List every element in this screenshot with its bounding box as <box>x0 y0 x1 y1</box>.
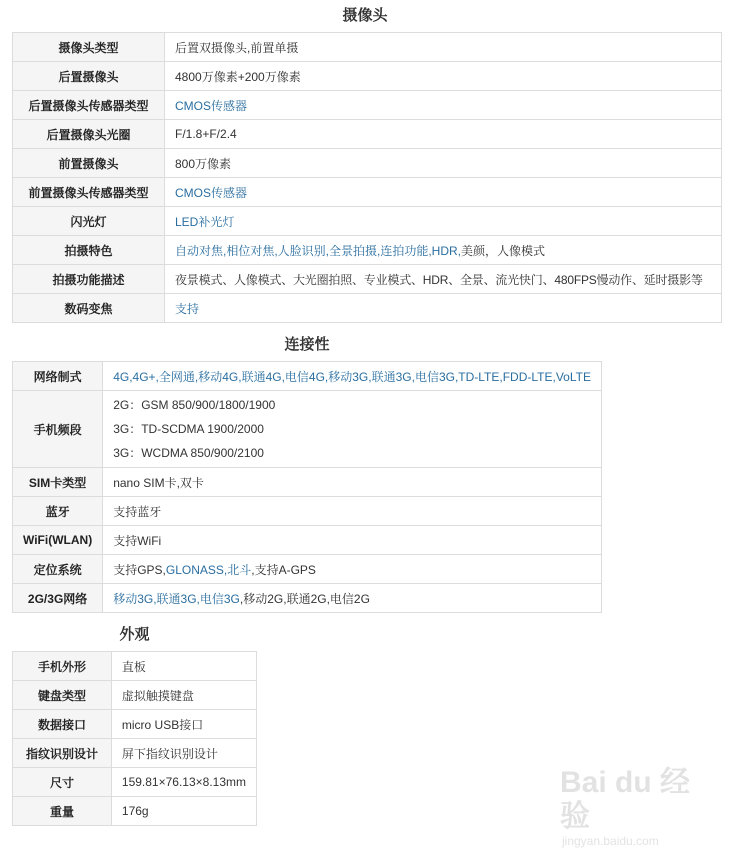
spec-value: 176g <box>111 797 256 826</box>
spec-key: 网络制式 <box>13 362 103 391</box>
table-row <box>13 91 722 120</box>
spec-value: 4800万像素+200万像素 <box>165 62 722 91</box>
band-line: 3G：TD-SCDMA 1900/2000 <box>113 422 264 436</box>
spec-link[interactable]: LED补光灯 <box>175 214 235 229</box>
spec-value: 800万像素 <box>165 149 722 178</box>
spec-link[interactable]: 4G,4G+,全网通,移动4G,联通4G,电信4G,移动3G,联通3G,电信3G,TD-LTE,FDD-LTE,VoLTE <box>113 369 591 384</box>
table-row <box>13 555 602 584</box>
spec-value: 支持WiFi <box>103 526 602 555</box>
band-line: 2G：GSM 850/900/1800/1900 <box>113 398 276 412</box>
spec-value: ,移动2G,联通2G,电信2G <box>239 591 370 606</box>
spec-value: 夜景模式、人像模式、大光圈拍照、专业模式、HDR、全景、流光快门、480FPS慢动作、延时摄影等 <box>165 265 722 294</box>
spec-key: WiFi(WLAN) <box>13 526 103 555</box>
table-row <box>13 362 602 391</box>
table-row <box>13 62 722 91</box>
table-row <box>13 33 722 62</box>
spec-value: 159.81×76.13×8.13mm <box>111 768 256 797</box>
spec-key: 闪光灯 <box>13 207 165 236</box>
spec-link[interactable]: GLONASS,北斗 <box>165 562 252 577</box>
spec-key: 2G/3G网络 <box>13 584 103 613</box>
spec-value: F/1.8+F/2.4 <box>165 120 722 149</box>
baidu-jingyan-watermark <box>560 766 710 848</box>
watermark-brand: Bai du 经验 <box>560 766 691 833</box>
camera-spec-table <box>12 32 722 323</box>
table-row <box>13 652 257 681</box>
table-row <box>13 236 722 265</box>
spec-value: 直板 <box>111 652 256 681</box>
spec-key: 手机频段 <box>13 391 103 468</box>
spec-key: 蓝牙 <box>13 497 103 526</box>
appearance-section-title: 外观 <box>119 626 150 643</box>
spec-value: nano SIM卡,双卡 <box>103 468 602 497</box>
band-line: 3G：WCDMA 850/900/2100 <box>113 446 264 460</box>
appearance-spec-table <box>12 651 257 826</box>
camera-section-title: 摄像头 <box>342 7 388 24</box>
spec-value: 支持蓝牙 <box>103 497 602 526</box>
table-row <box>13 120 722 149</box>
table-row <box>13 265 722 294</box>
table-row <box>13 207 722 236</box>
spec-key: 指纹识别设计 <box>13 739 112 768</box>
spec-key: 拍摄功能描述 <box>13 265 165 294</box>
spec-value: 屏下指纹识别设计 <box>111 739 256 768</box>
spec-key: 键盘类型 <box>13 681 112 710</box>
table-row <box>13 149 722 178</box>
spec-key: 前置摄像头传感器类型 <box>13 178 165 207</box>
spec-key: 手机外形 <box>13 652 112 681</box>
spec-key: 数据接口 <box>13 710 112 739</box>
table-row <box>13 710 257 739</box>
spec-value: 虚拟触摸键盘 <box>111 681 256 710</box>
spec-value: ,支持A-GPS <box>251 562 316 577</box>
table-row <box>13 294 722 323</box>
spec-key: 尺寸 <box>13 768 112 797</box>
spec-link[interactable]: 支持 <box>175 301 200 316</box>
spec-key: 数码变焦 <box>13 294 165 323</box>
spec-key: SIM卡类型 <box>13 468 103 497</box>
table-row <box>13 391 602 468</box>
spec-link[interactable]: 移动3G,联通3G,电信3G <box>113 591 240 606</box>
spec-value: micro USB接口 <box>111 710 256 739</box>
spec-key: 前置摄像头 <box>13 149 165 178</box>
connectivity-section-title: 连接性 <box>284 336 330 353</box>
spec-value: 美颜，人像模式 <box>461 243 546 258</box>
table-row <box>13 797 257 826</box>
spec-key: 后置摄像头光圈 <box>13 120 165 149</box>
spec-link[interactable]: CMOS传感器 <box>175 98 248 113</box>
spec-key: 后置摄像头传感器类型 <box>13 91 165 120</box>
table-row <box>13 768 257 797</box>
table-row <box>13 178 722 207</box>
spec-key: 定位系统 <box>13 555 103 584</box>
watermark-url: jingyan.baidu.com <box>562 834 659 848</box>
table-row <box>13 584 602 613</box>
table-row <box>13 497 602 526</box>
spec-value: 支持GPS, <box>113 562 166 577</box>
spec-link[interactable]: 自动对焦,相位对焦,人脸识别,全景拍摄,连拍功能,HDR, <box>175 243 462 258</box>
table-row <box>13 739 257 768</box>
table-row <box>13 468 602 497</box>
spec-link[interactable]: CMOS传感器 <box>175 185 248 200</box>
table-row <box>13 681 257 710</box>
spec-value: 后置双摄像头,前置单摄 <box>165 33 722 62</box>
spec-key: 后置摄像头 <box>13 62 165 91</box>
table-row <box>13 526 602 555</box>
spec-key: 重量 <box>13 797 112 826</box>
spec-key: 摄像头类型 <box>13 33 165 62</box>
spec-key: 拍摄特色 <box>13 236 165 265</box>
connectivity-spec-table <box>12 361 602 613</box>
